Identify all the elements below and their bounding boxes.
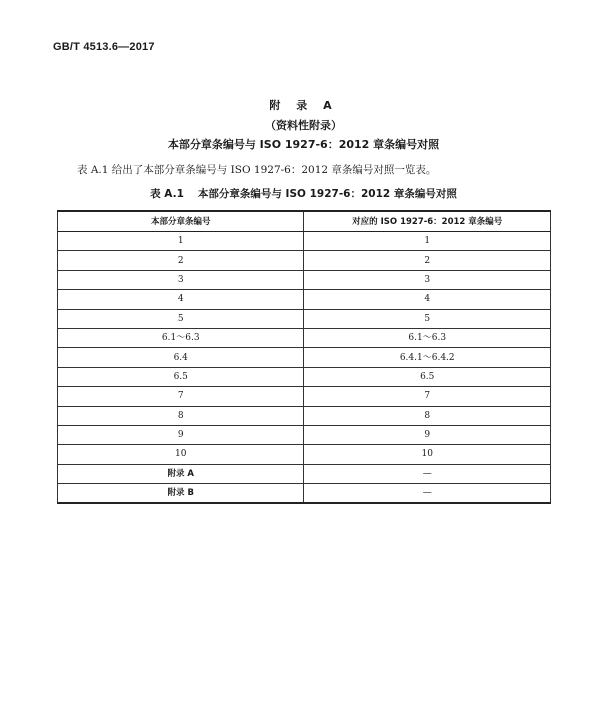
table-cell: 7 [304,387,551,406]
column-header-this-part: 本部分章条编号 [58,211,304,232]
table-cell: 5 [58,309,304,328]
table-cell: 8 [304,406,551,425]
table-cell: 1 [304,232,551,251]
table-row [58,425,551,444]
column-header-iso: 对应的 ISO 1927-6：2012 章条编号 [304,211,551,232]
table-row [58,309,551,328]
annex-type: （资料性附录） [265,119,342,132]
table-cell: 6.5 [58,367,304,386]
table-row [58,387,551,406]
table-cell: 2 [58,251,304,270]
table-header-row [58,211,551,232]
table-cell: — [304,464,551,483]
table-cell: 4 [304,290,551,309]
table-row [58,367,551,386]
table-row [58,348,551,367]
table-row [58,406,551,425]
clause-mapping-table [57,210,551,504]
table-cell: 6.1～6.3 [58,328,304,347]
table-cell: — [304,484,551,504]
table-row [58,290,551,309]
table-row [58,270,551,289]
table-caption-title: 本部分章条编号与 ISO 1927-6：2012 章条编号对照 [197,188,457,200]
standard-code: GB/T 4513.6—2017 [53,41,155,53]
table-cell: 10 [304,445,551,464]
table-row [58,445,551,464]
table-cell: 6.4.1～6.4.2 [304,348,551,367]
table-row [58,232,551,251]
annex-heading: 本部分章条编号与 ISO 1927-6：2012 章条编号对照 [167,138,440,151]
table-cell: 6.5 [304,367,551,386]
table-row [58,484,551,504]
table-row [58,328,551,347]
table-row [58,464,551,483]
intro-paragraph: 表 A.1 给出了本部分章条编号与 ISO 1927-6：2012 章条编号对照一览表。 [77,164,437,176]
table-caption [0,186,607,201]
table-cell: 8 [58,406,304,425]
table-cell: 附录 B [58,484,304,504]
annex-title: 附 录 A [269,99,338,112]
table-cell: 6.4 [58,348,304,367]
table-cell: 1 [58,232,304,251]
table-cell: 6.1～6.3 [304,328,551,347]
table-cell: 5 [304,309,551,328]
table-cell: 10 [58,445,304,464]
table-cell: 9 [304,425,551,444]
table-cell: 9 [58,425,304,444]
table-cell: 4 [58,290,304,309]
table-row [58,251,551,270]
table-cell: 3 [304,270,551,289]
table-cell: 2 [304,251,551,270]
table-cell: 附录 A [58,464,304,483]
table-caption-number: 表 A.1 [150,188,184,200]
table-cell: 3 [58,270,304,289]
table-cell: 7 [58,387,304,406]
